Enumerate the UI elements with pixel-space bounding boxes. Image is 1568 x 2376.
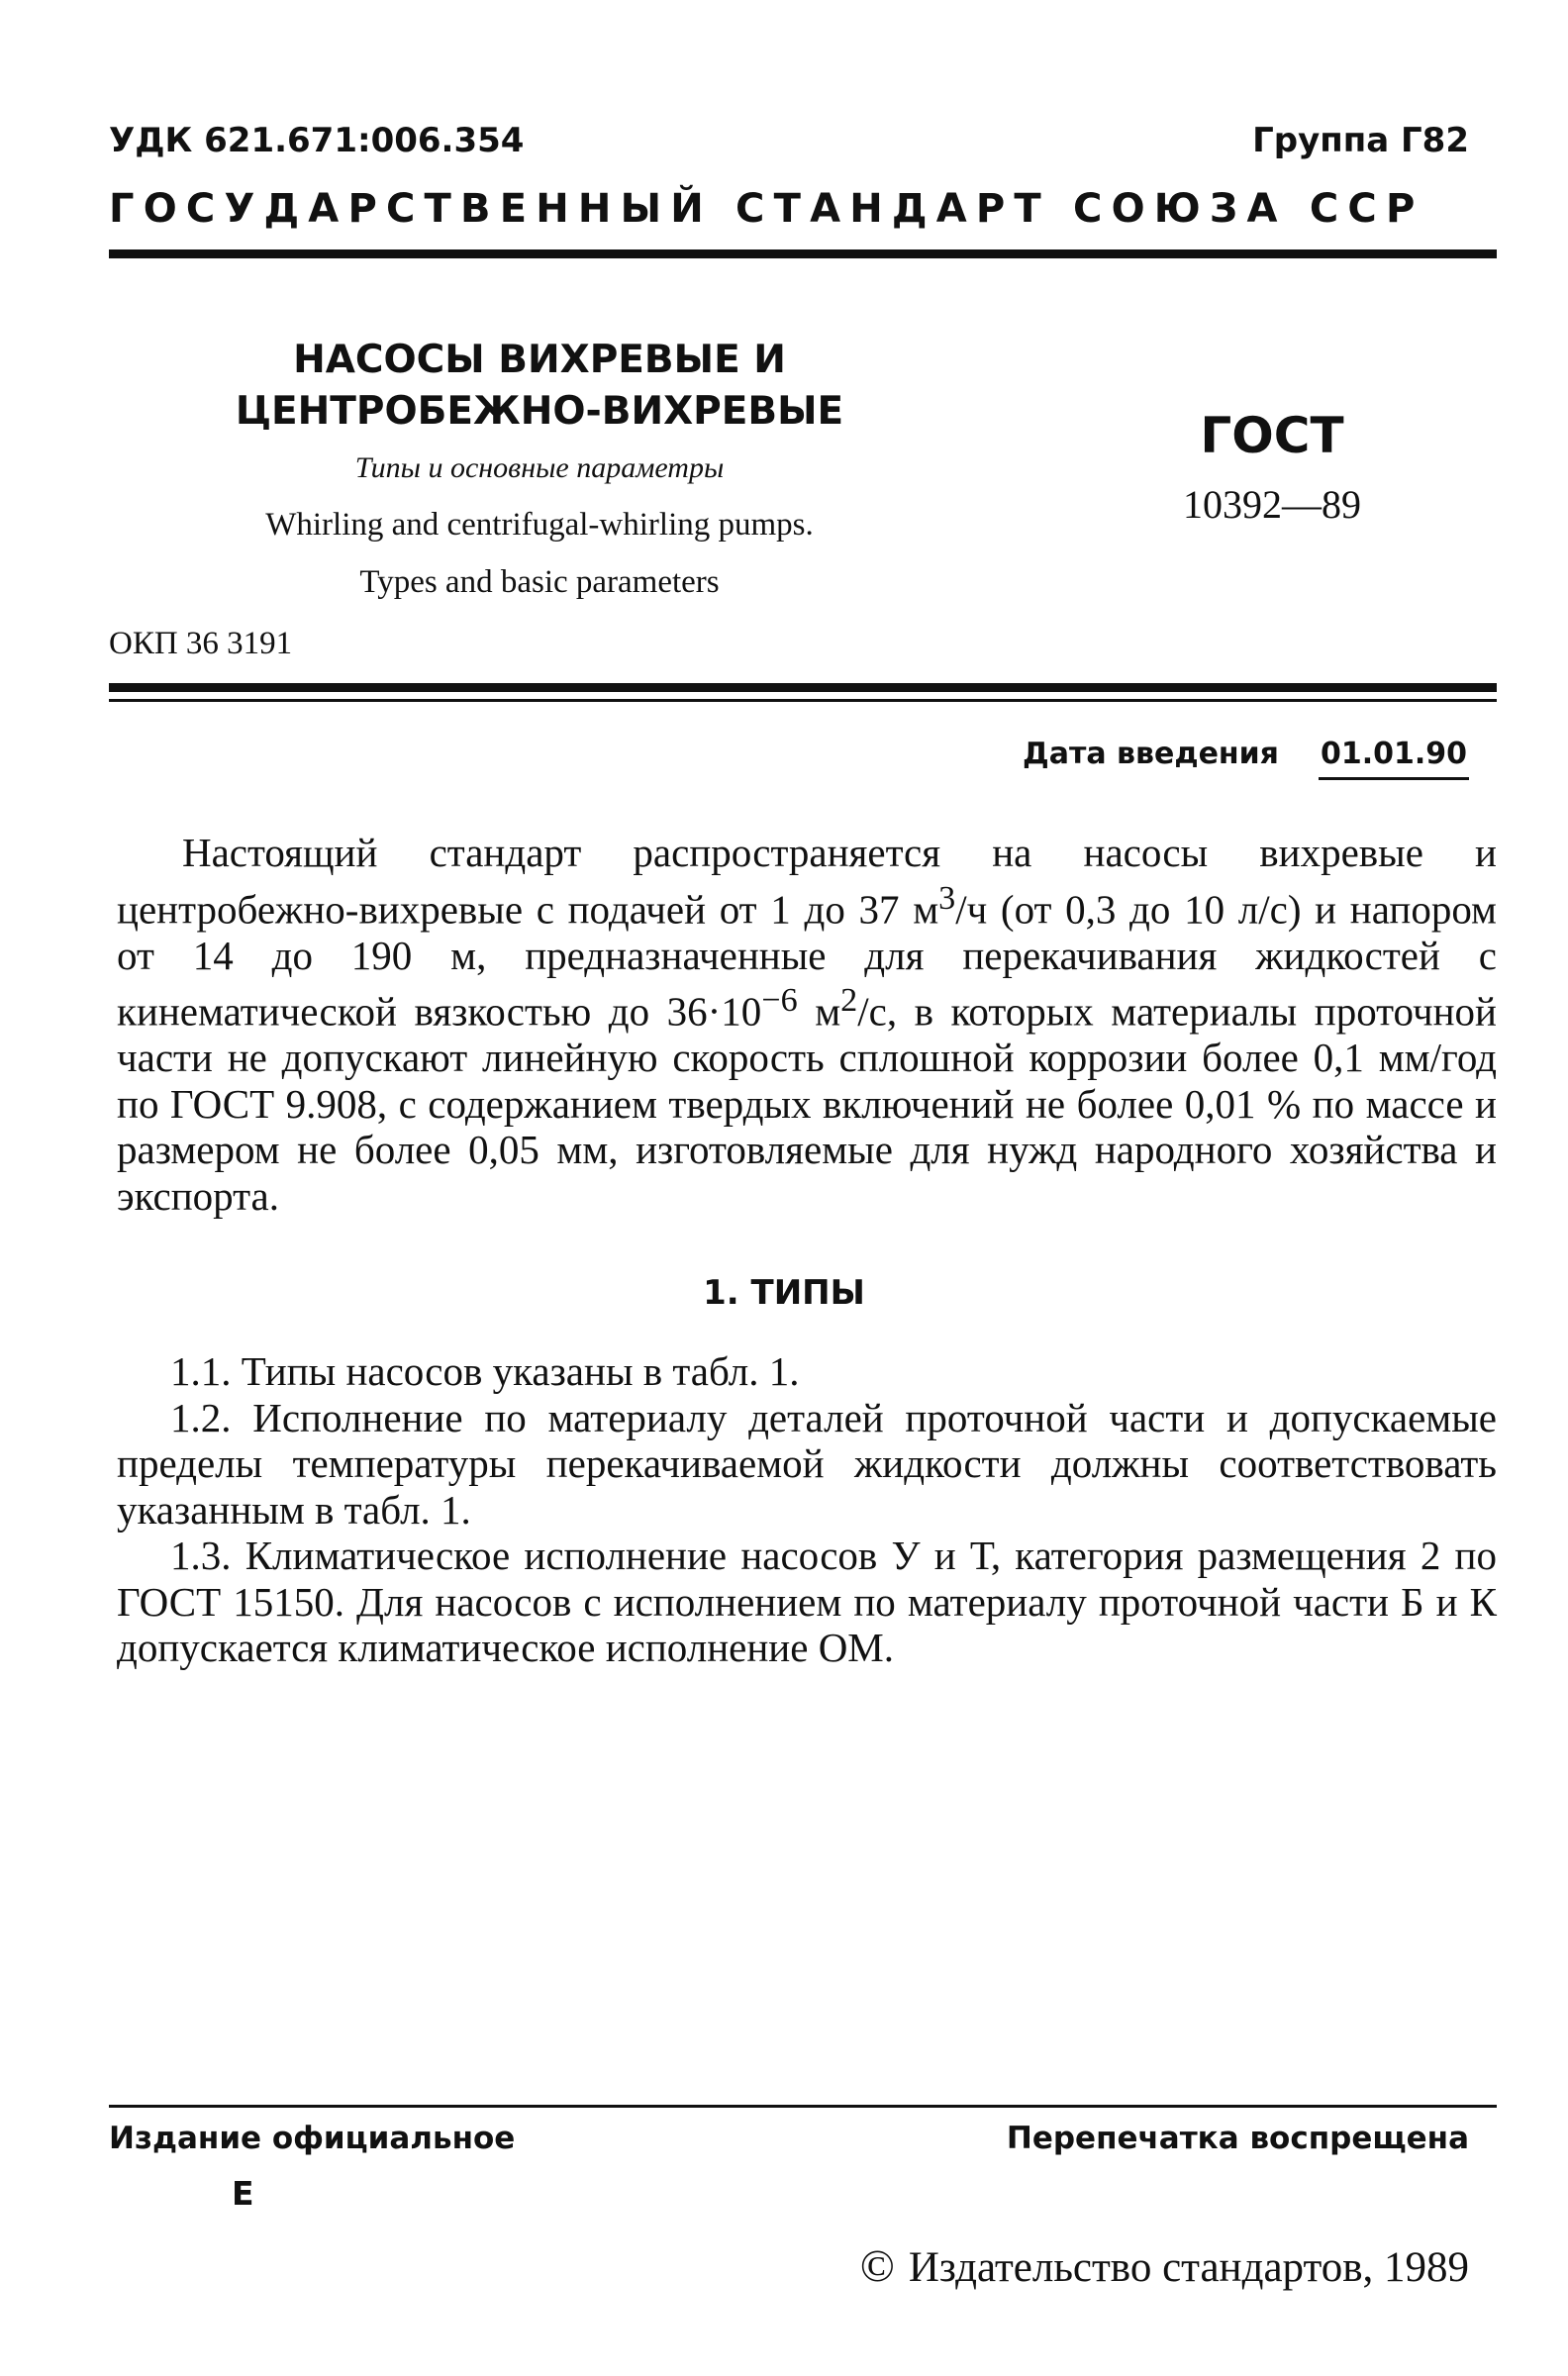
item-1-2: 1.2. Исполнение по материалу деталей проточной части и допускаемые пределы температуры перекачиваемой жидкости должны соответствовать указанным в табл. 1. <box>117 1394 1497 1533</box>
item-1-3: 1.3. Климатическое исполнение насосов У и Т, категория размещения 2 по ГОСТ 15150. Для насосов с исполнением по материалу проточной части Б и К допускается климатическое исполнение ОМ. <box>117 1533 1497 1670</box>
okp-code: ОКП 36 3191 <box>109 626 293 661</box>
subtitle-ru: Типы и основные параметры <box>354 451 725 484</box>
gost-number: 10392—89 <box>1183 482 1361 527</box>
section-items <box>117 1348 1497 1671</box>
item-1-1: 1.1. Типы насосов указаны в табл. 1. <box>170 1348 800 1394</box>
title-ru-line1: НАСОСЫ ВИХРЕВЫЕ И <box>293 338 786 382</box>
copyright-line <box>860 2239 1469 2292</box>
introduction-date <box>1023 737 1469 780</box>
edition-letter: Е <box>232 2174 254 2213</box>
footer-rule <box>109 2105 1497 2108</box>
official-edition: Издание официальное <box>109 2121 516 2156</box>
gost-designation <box>1109 404 1435 528</box>
state-standard-heading: ГОСУДАРСТВЕННЫЙ СТАНДАРТ СОЮЗА ССР <box>109 186 1424 232</box>
group-code: Группа Г82 <box>1252 121 1469 160</box>
title-en-line2: Types and basic parameters <box>359 564 720 600</box>
title-block <box>178 335 901 600</box>
header-rule <box>109 249 1497 258</box>
introduction-date-label: Дата введения <box>1023 737 1279 771</box>
introduction-date-value: 01.01.90 <box>1319 737 1469 780</box>
title-en-line1: Whirling and centrifugal-whirling pumps. <box>265 507 814 543</box>
gost-label: ГОСТ <box>1200 407 1344 464</box>
scope-paragraph: Настоящий стандарт распространяется на насосы вихревые и центробежно-вихревые с подачей от 1 до 37 $м^3/ч$ (от 0,3 до 10 л/с) и напором от 14 до 190 м, предназначенные для перекачивания жидкостей с кинематической вязкостью до $36\cdot 10^{-6}$ $м^2/с$, в которых материалы проточной части не допускают линейную скорость сплошной коррозии более 0,1 мм/год по ГОСТ 9.908, с содержанием твердых включений не более 0,01 % по массе и размером не более 0,05 мм, изготовляемые для нужд народного хозяйства и экспорта. <box>117 830 1498 1219</box>
title-ru-line2: ЦЕНТРОБЕЖНО-ВИХРЕВЫЕ <box>235 389 844 434</box>
title-rule-thin <box>109 699 1497 702</box>
publisher: Издательство стандартов, 1989 <box>908 2244 1469 2291</box>
copyright-icon: © <box>859 2240 895 2291</box>
udk-code: УДК 621.671:006.354 <box>109 121 525 160</box>
reprint-prohibited: Перепечатка воспрещена <box>1006 2121 1469 2156</box>
section-title-types: 1. ТИПЫ <box>703 1273 865 1313</box>
title-rule-thick <box>109 683 1497 692</box>
